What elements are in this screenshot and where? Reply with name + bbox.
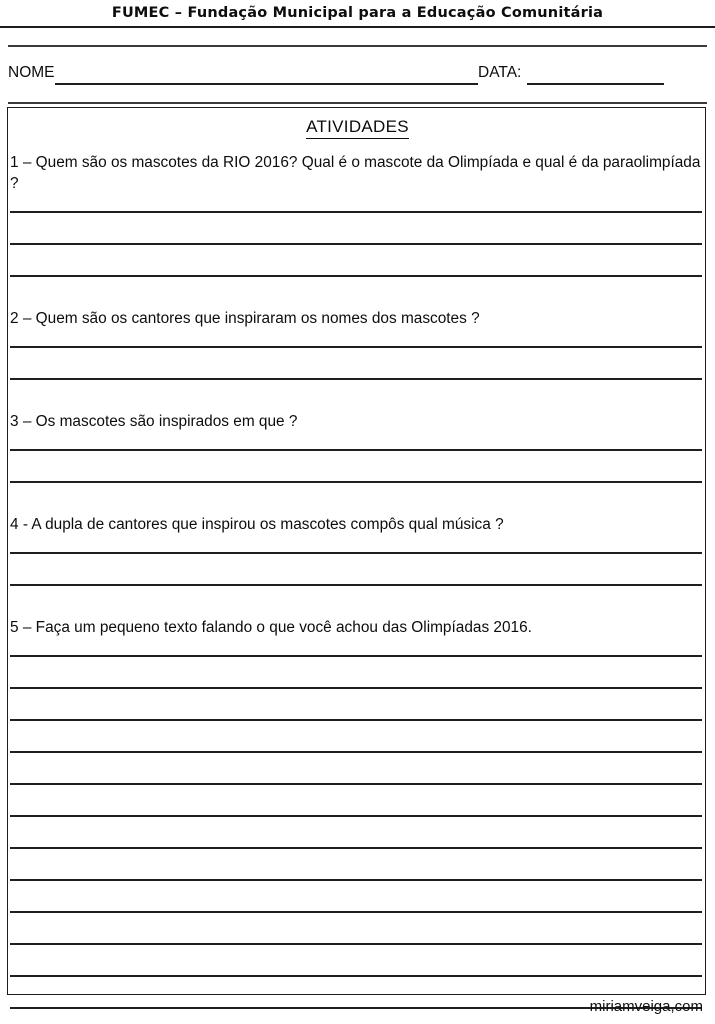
name-fill-line[interactable] (55, 83, 478, 85)
answer-line-q5-6[interactable] (10, 815, 702, 817)
answer-line-q2-2[interactable] (10, 378, 702, 380)
answer-line-q5-5[interactable] (10, 783, 702, 785)
question-1-text: 1 – Quem são os mascotes da RIO 2016? Qual é o mascote da Olimpíada e qual é da paraolimpíada ? (10, 154, 701, 192)
section-title: ATIVIDADES (306, 117, 409, 139)
answer-line-q2-1[interactable] (10, 346, 702, 348)
question-3-text: 3 – Os mascotes são inspirados em que ? (10, 413, 298, 430)
answer-line-q5-10[interactable] (10, 943, 702, 945)
institution-title: FUMEC – Fundação Municipal para a Educação Comunitária (111, 5, 604, 21)
answer-line-q1-3[interactable] (10, 275, 702, 277)
answer-line-q5-2[interactable] (10, 687, 702, 689)
answer-line-q3-2[interactable] (10, 481, 702, 483)
activities-box (7, 107, 706, 995)
name-date-row (8, 60, 707, 92)
watermark-text: miriamveiga,com (589, 998, 703, 1015)
answer-line-q5-11[interactable] (10, 975, 702, 977)
footer (0, 998, 707, 1015)
header-divider-top (0, 26, 715, 28)
answer-line-q5-7[interactable] (10, 847, 702, 849)
answer-line-q4-1[interactable] (10, 552, 702, 554)
answer-line-q1-2[interactable] (10, 243, 702, 245)
answer-line-q5-3[interactable] (10, 719, 702, 721)
answer-line-q1-1[interactable] (10, 211, 702, 213)
question-5-text: 5 – Faça um pequeno texto falando o que você achou das Olimpíadas 2016. (10, 619, 532, 636)
date-fill-line[interactable] (527, 83, 664, 85)
date-label: DATA: (478, 64, 522, 81)
header-divider-bottom (8, 102, 707, 104)
section-title-wrap (8, 117, 707, 139)
question-2-text: 2 – Quem são os cantores que inspiraram os nomes dos mascotes ? (10, 310, 480, 327)
question-4-text: 4 - A dupla de cantores que inspirou os mascotes compôs qual música ? (10, 516, 504, 533)
header-divider-middle (8, 45, 707, 47)
answer-line-q5-4[interactable] (10, 751, 702, 753)
answer-line-q3-1[interactable] (10, 449, 702, 451)
name-label: NOME (8, 64, 55, 81)
answer-line-q5-8[interactable] (10, 879, 702, 881)
answer-line-q4-2[interactable] (10, 584, 702, 586)
answer-line-q5-9[interactable] (10, 911, 702, 913)
answer-line-q5-1[interactable] (10, 655, 702, 657)
header-banner (0, 0, 715, 26)
